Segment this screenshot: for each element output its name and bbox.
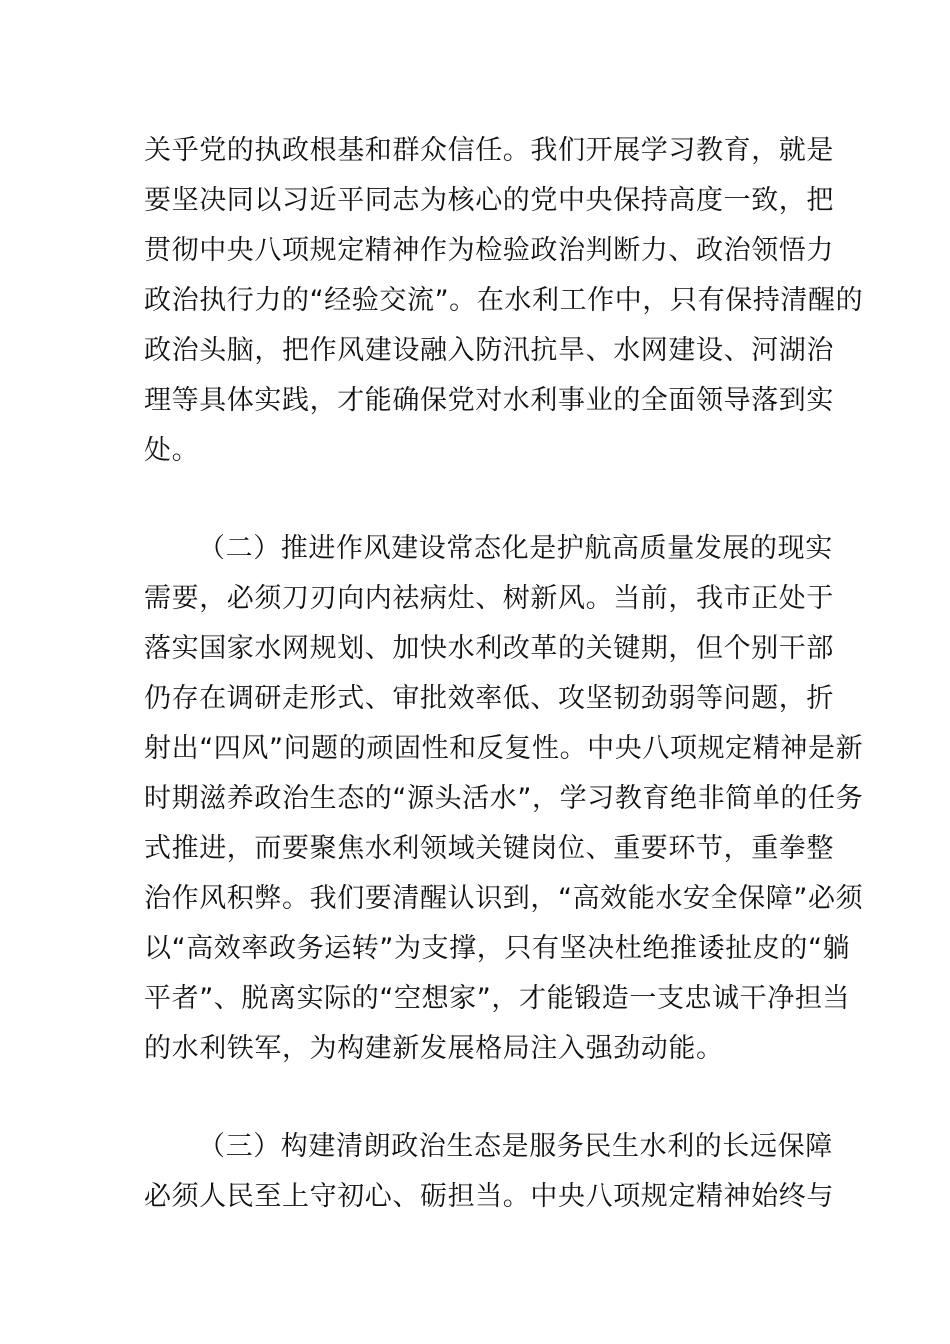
paragraph-line: 理等具体实践，才能确保党对水利事业的全面领导落到实 (144, 385, 834, 416)
paragraph-line: 要坚决同以习近平同志为核心的党中央保持高度一致，把 (144, 185, 834, 216)
paragraph-line: 平者”、脱离实际的“空想家”，才能锻造一支忠诚干净担当 (144, 983, 851, 1014)
paragraph-line: 仍存在调研走形式、审批效率低、攻坚韧劲弱等问题，折 (144, 683, 834, 714)
paragraph-line: 以“高效率政务运转”为支撑，只有坚决杜绝推诿扯皮的“躺 (144, 933, 851, 964)
paragraph-3 (144, 1122, 834, 1222)
paragraph-line: 贯彻中央八项规定精神作为检验政治判断力、政治领悟力 (144, 235, 834, 266)
paragraph-2 (144, 524, 864, 1074)
paragraph-heading-line: （二）推进作风建设常态化是护航高质量发展的现实 (198, 533, 833, 564)
paragraph-1 (144, 126, 864, 476)
paragraph-line: 必须人民至上守初心、砺担当。中央八项规定精神始终与 (144, 1181, 834, 1212)
paragraph-line: 处。 (144, 435, 200, 466)
paragraph-heading-line: （三）构建清朗政治生态是服务民生水利的长远保障 (198, 1131, 833, 1162)
paragraph-line: 需要，必须刀刃向内祛病灶、树新风。当前，我市正处于 (144, 583, 834, 614)
paragraph-line: 关乎党的执政根基和群众信任。我们开展学习教育，就是 (144, 135, 834, 166)
paragraph-line: 落实国家水网规划、加快水利改革的关键期，但个别干部 (144, 633, 834, 664)
paragraph-line: 的水利铁军，为构建新发展格局注入强劲动能。 (144, 1033, 724, 1064)
paragraph-line: 政治执行力的“经验交流”。在水利工作中，只有保持清醒的 (144, 285, 864, 316)
paragraph-line: 射出“四风”问题的顽固性和反复性。中央八项规定精神是新 (144, 733, 864, 764)
paragraph-line: 治作风积弊。我们要清醒认识到，“高效能水安全保障”必须 (144, 883, 864, 914)
paragraph-line: 时期滋养政治生态的“源头活水”，学习教育绝非简单的任务 (144, 783, 864, 814)
paragraph-line: 政治头脑，把作风建设融入防汛抗旱、水网建设、河湖治 (144, 335, 834, 366)
paragraph-line: 式推进，而要聚焦水利领域关键岗位、重要环节，重拳整 (144, 833, 834, 864)
